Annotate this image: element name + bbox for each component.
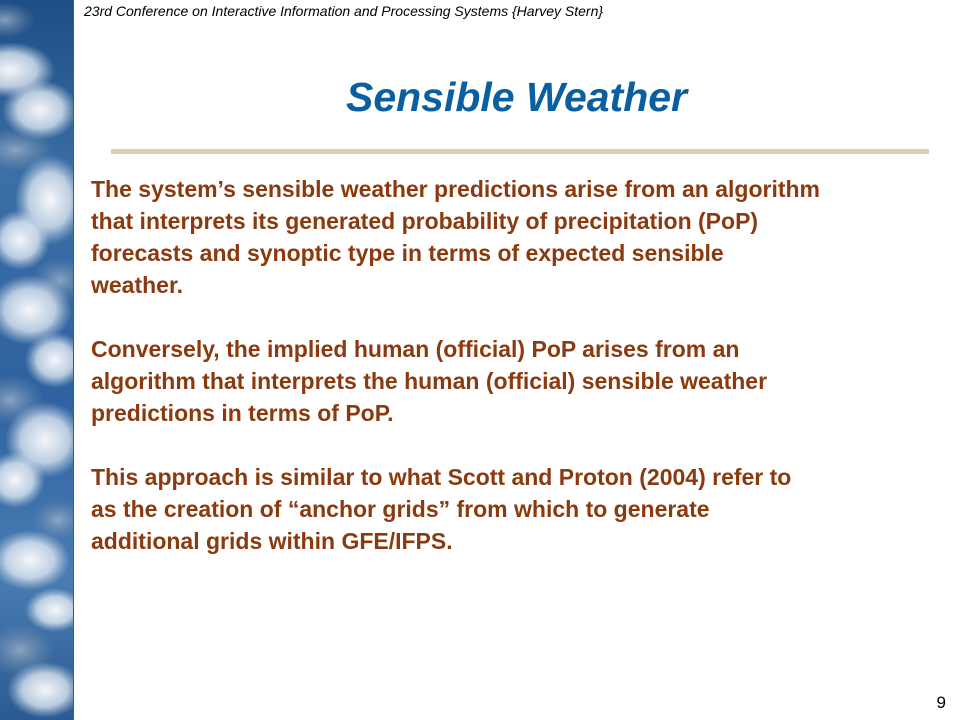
cloud-sky-image xyxy=(0,0,74,720)
slide-body xyxy=(91,173,951,589)
body-paragraph: This approach is similar to what Scott and Proton (2004) refer to as the creation of “anchor grids” from which to generate additional grids within GFE/IFPS. xyxy=(91,464,792,554)
slide-title: Sensible Weather xyxy=(345,74,688,120)
body-paragraph: Conversely, the implied human (official) PoP arises from an algorithm that interprets the human (official) sensible weather predictions in terms of PoP. xyxy=(91,336,768,426)
page-number: 9 xyxy=(936,693,946,712)
conference-header: 23rd Conference on Interactive Information and Processing Systems {Harvey Stern} xyxy=(84,3,604,19)
title-divider xyxy=(111,149,929,154)
body-paragraph: The system’s sensible weather predictions arise from an algorithm that interprets its generated probability of precipitation (PoP) forecasts and synoptic type in terms of expected sensible weather. xyxy=(91,176,820,298)
